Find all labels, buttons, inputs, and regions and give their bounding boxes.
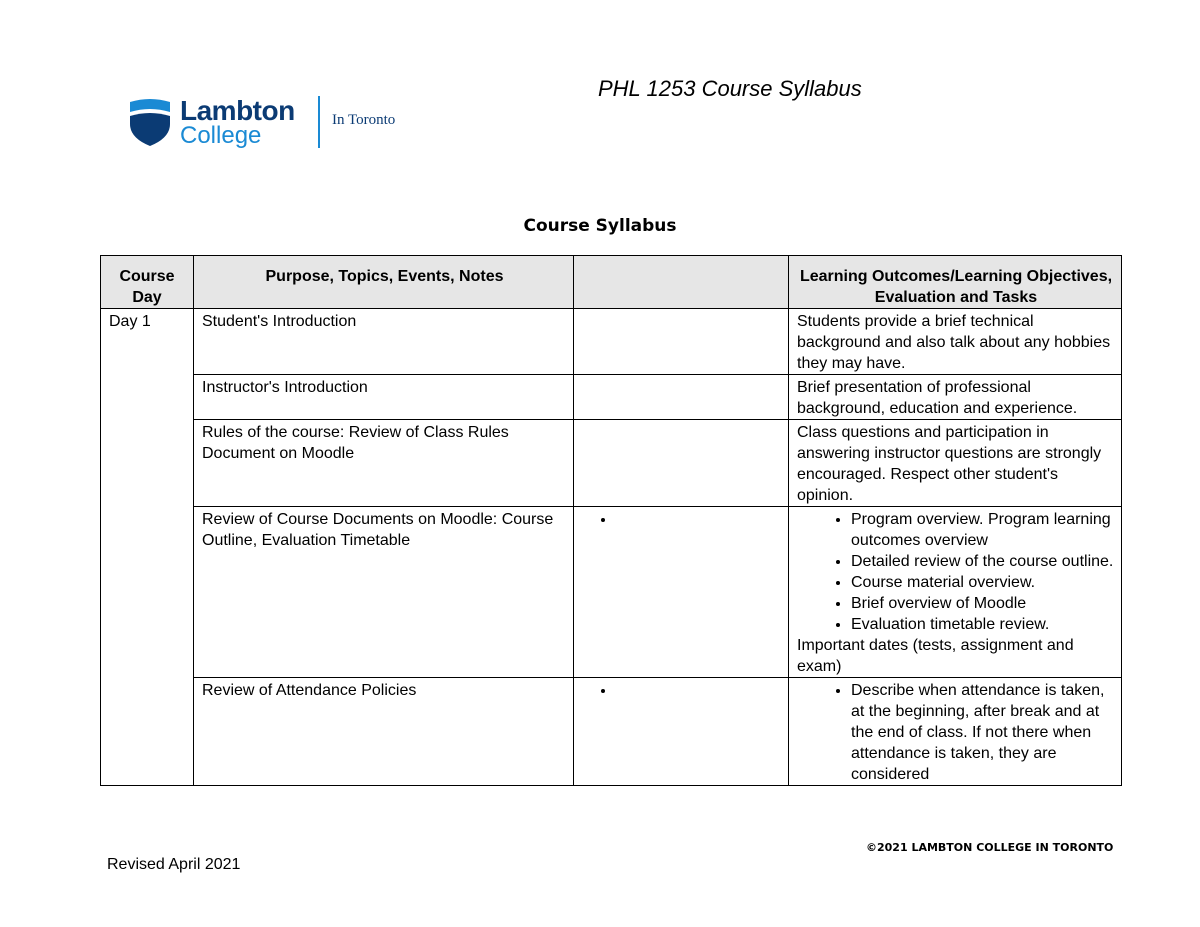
table-row (101, 420, 1122, 507)
list-item (616, 509, 782, 530)
table-row (101, 678, 1122, 786)
logo-subname: College (180, 122, 262, 149)
purpose-cell: Review of Attendance Policies (194, 678, 574, 786)
empty-bullet-list (582, 509, 782, 530)
header-purpose: Purpose, Topics, Events, Notes (194, 256, 574, 309)
blank-cell (574, 375, 789, 420)
table-row (101, 507, 1122, 678)
purpose-cell: Instructor's Introduction (194, 375, 574, 420)
logo-divider (318, 96, 320, 148)
outcome-cell: Students provide a brief technical background and also talk about any hobbies they may have. (789, 309, 1122, 375)
logo-name: Lambton (180, 95, 295, 126)
revision-date: Revised April 2021 (107, 856, 241, 873)
day-cell: Day 1 (101, 309, 194, 786)
outcome-note: Important dates (tests, assignment and exam) (797, 637, 1074, 675)
list-item: • Evaluation timetable review. (851, 614, 1115, 635)
blank-cell (574, 420, 789, 507)
list-item: • Course material overview. (851, 572, 1115, 593)
list-item: • Describe when attendance is taken, at the beginning, after break and at the end of class. If not there when attendance is taken, they are considered (851, 680, 1115, 785)
document-title: PHL 1253 Course Syllabus (598, 76, 862, 101)
table-row (101, 309, 1122, 375)
list-item: • Detailed review of the course outline. (851, 551, 1115, 572)
outcome-cell: Brief presentation of professional background, education and experience. (789, 375, 1122, 420)
table-header-row (101, 256, 1122, 309)
outcome-cell: Class questions and participation in answering instructor questions are strongly encouraged. Respect other student's opinion. (789, 420, 1122, 507)
list-item (616, 680, 782, 701)
shield-icon (128, 98, 172, 148)
copyright-notice: ©2021 LAMBTON COLLEGE IN TORONTO (866, 841, 1114, 854)
header-blank (574, 256, 789, 309)
purpose-cell: Rules of the course: Review of Class Rules Document on Moodle (194, 420, 574, 507)
header-outcomes: Learning Outcomes/Learning Objectives, Evaluation and Tasks (789, 256, 1122, 309)
list-item: • Program overview. Program learning outcomes overview (851, 509, 1115, 551)
outcome-cell (789, 678, 1122, 786)
outcome-bullet-list (797, 680, 1115, 785)
header-course-day: Course Day (101, 256, 194, 309)
outcome-cell (789, 507, 1122, 678)
table-row (101, 375, 1122, 420)
blank-cell (574, 309, 789, 375)
section-title: Course Syllabus (523, 216, 677, 236)
college-logo (128, 94, 418, 156)
empty-bullet-list (582, 680, 782, 701)
blank-cell (574, 507, 789, 678)
purpose-cell: Review of Course Documents on Moodle: Course Outline, Evaluation Timetable (194, 507, 574, 678)
syllabus-table (100, 255, 1122, 786)
outcome-bullet-list (797, 509, 1115, 635)
purpose-cell: Student's Introduction (194, 309, 574, 375)
blank-cell (574, 678, 789, 786)
list-item: • Brief overview of Moodle (851, 593, 1115, 614)
logo-location: In Toronto (332, 112, 396, 128)
